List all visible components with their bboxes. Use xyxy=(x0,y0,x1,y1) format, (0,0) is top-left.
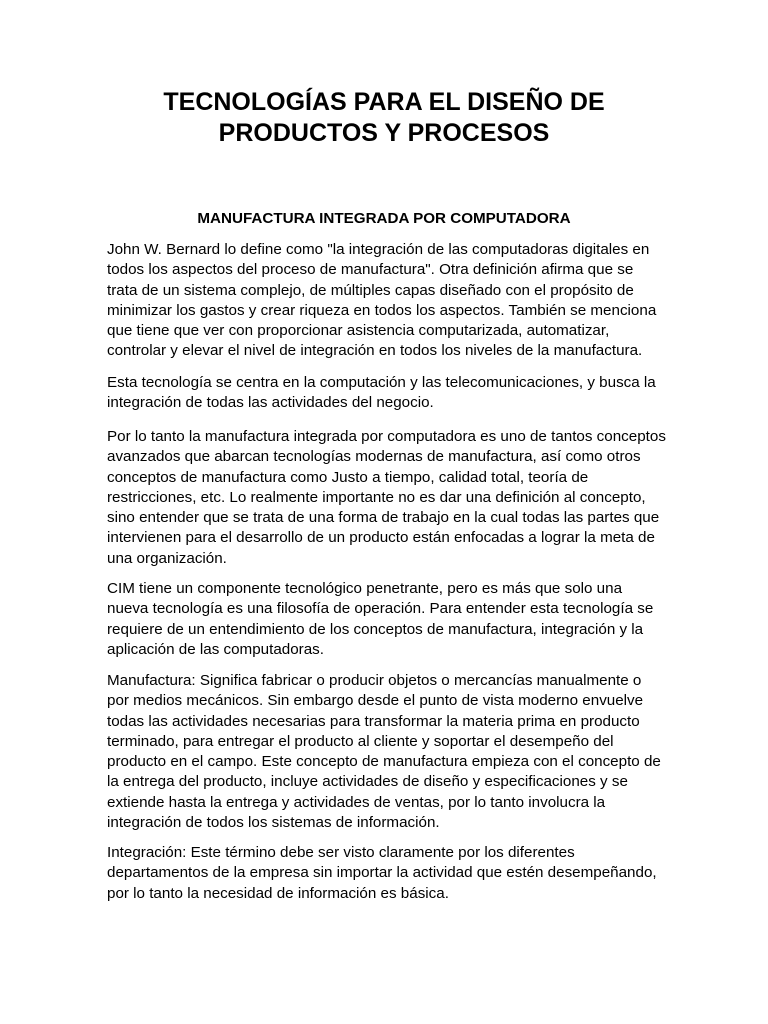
paragraph-line: que tiene que ver con proporcionar asistencia computarizada, automatizar, xyxy=(107,322,610,340)
paragraph-line: la entrega del producto, incluye actividades de diseño y especificaciones y se xyxy=(107,773,628,791)
paragraph-line: todas las actividades necesarias para transformar la materia prima en producto xyxy=(107,712,640,730)
paragraph-line: Manufactura: Significa fabricar o producir objetos o mercancías manualmente o xyxy=(107,672,642,689)
paragraph-5 xyxy=(107,671,687,833)
paragraph-line: departamentos de la empresa sin importar la actividad que estén desempeñando, xyxy=(107,864,657,882)
paragraph-line: requiere de un entendimiento de los conceptos de manufactura, integración y la xyxy=(107,620,644,638)
paragraph-line: controlar y elevar el nivel de integración en todos los niveles de la manufactura. xyxy=(107,342,643,360)
paragraph-line: Por lo tanto la manufactura integrada por computadora es uno de tantos conceptos xyxy=(107,428,666,445)
paragraph-line: una organización. xyxy=(107,549,227,567)
paragraph-line: sino entender que se trata de una forma de trabajo en la cual todas las partes que xyxy=(107,509,660,527)
paragraph-line: integración de todas las actividades del negocio. xyxy=(107,394,434,412)
paragraph-4 xyxy=(107,579,687,660)
paragraph-2 xyxy=(107,373,687,414)
paragraph-line: avanzados que abarcan tecnologías modernas de manufactura, así como otros xyxy=(107,448,641,466)
paragraph-line: conceptos de manufactura como Justo a tiempo, calidad total, teoría de xyxy=(107,468,589,486)
paragraph-line: restricciones, etc. Lo realmente importante no es dar una definición al concepto, xyxy=(107,488,646,506)
paragraph-line: por lo tanto la necesidad de información es básica. xyxy=(107,884,449,902)
paragraph-line: intervienen para el desarrollo de un producto están enfocadas a lograr la meta de xyxy=(107,529,655,547)
paragraph-line: Esta tecnología se centra en la computación y las telecomunicaciones, y busca la xyxy=(107,374,656,391)
paragraph-line: CIM tiene un componente tecnológico penetrante, pero es más que solo una xyxy=(107,580,623,597)
paragraph-line: aplicación de las computadoras. xyxy=(107,640,324,658)
paragraph-line: nueva tecnología es una filosofía de operación. Para entender esta tecnología se xyxy=(107,600,654,618)
paragraph-line: terminado, para entregar el producto al cliente y soportar el desempeño del xyxy=(107,732,614,750)
title-line-2: PRODUCTOS Y PROCESOS xyxy=(218,119,550,147)
paragraph-line: extiende hasta la entrega y actividades de ventas, por lo tanto involucra la xyxy=(107,793,606,811)
paragraph-line: Integración: Este término debe ser visto claramente por los diferentes xyxy=(107,844,575,861)
paragraph-line: todos los aspectos del proceso de manufactura". Otra definición afirma que se xyxy=(107,261,634,279)
paragraph-1 xyxy=(107,240,687,362)
paragraph-line: John W. Bernard lo define como "la integración de las computadoras digitales en xyxy=(107,241,650,258)
paragraph-line: integración de todos los sistemas de información. xyxy=(107,814,440,832)
paragraph-line: minimizar los gastos y crear riqueza en todos los aspectos. También se menciona xyxy=(107,301,657,319)
paragraph-line: trata de un sistema complejo, de múltiples capas diseñado con el propósito de xyxy=(107,281,634,299)
title-line-1: TECNOLOGÍAS PARA EL DISEÑO DE xyxy=(163,88,605,116)
document-title xyxy=(96,87,672,149)
paragraph-6 xyxy=(107,843,687,904)
paragraph-3 xyxy=(107,427,687,569)
paragraph-line: producto en el campo. Este concepto de manufactura empieza con el concepto de xyxy=(107,753,661,771)
section-heading: MANUFACTURA INTEGRADA POR COMPUTADORA xyxy=(197,210,571,227)
paragraph-line: por medios mecánicos. Sin embargo desde el punto de vista moderno envuelve xyxy=(107,692,644,710)
